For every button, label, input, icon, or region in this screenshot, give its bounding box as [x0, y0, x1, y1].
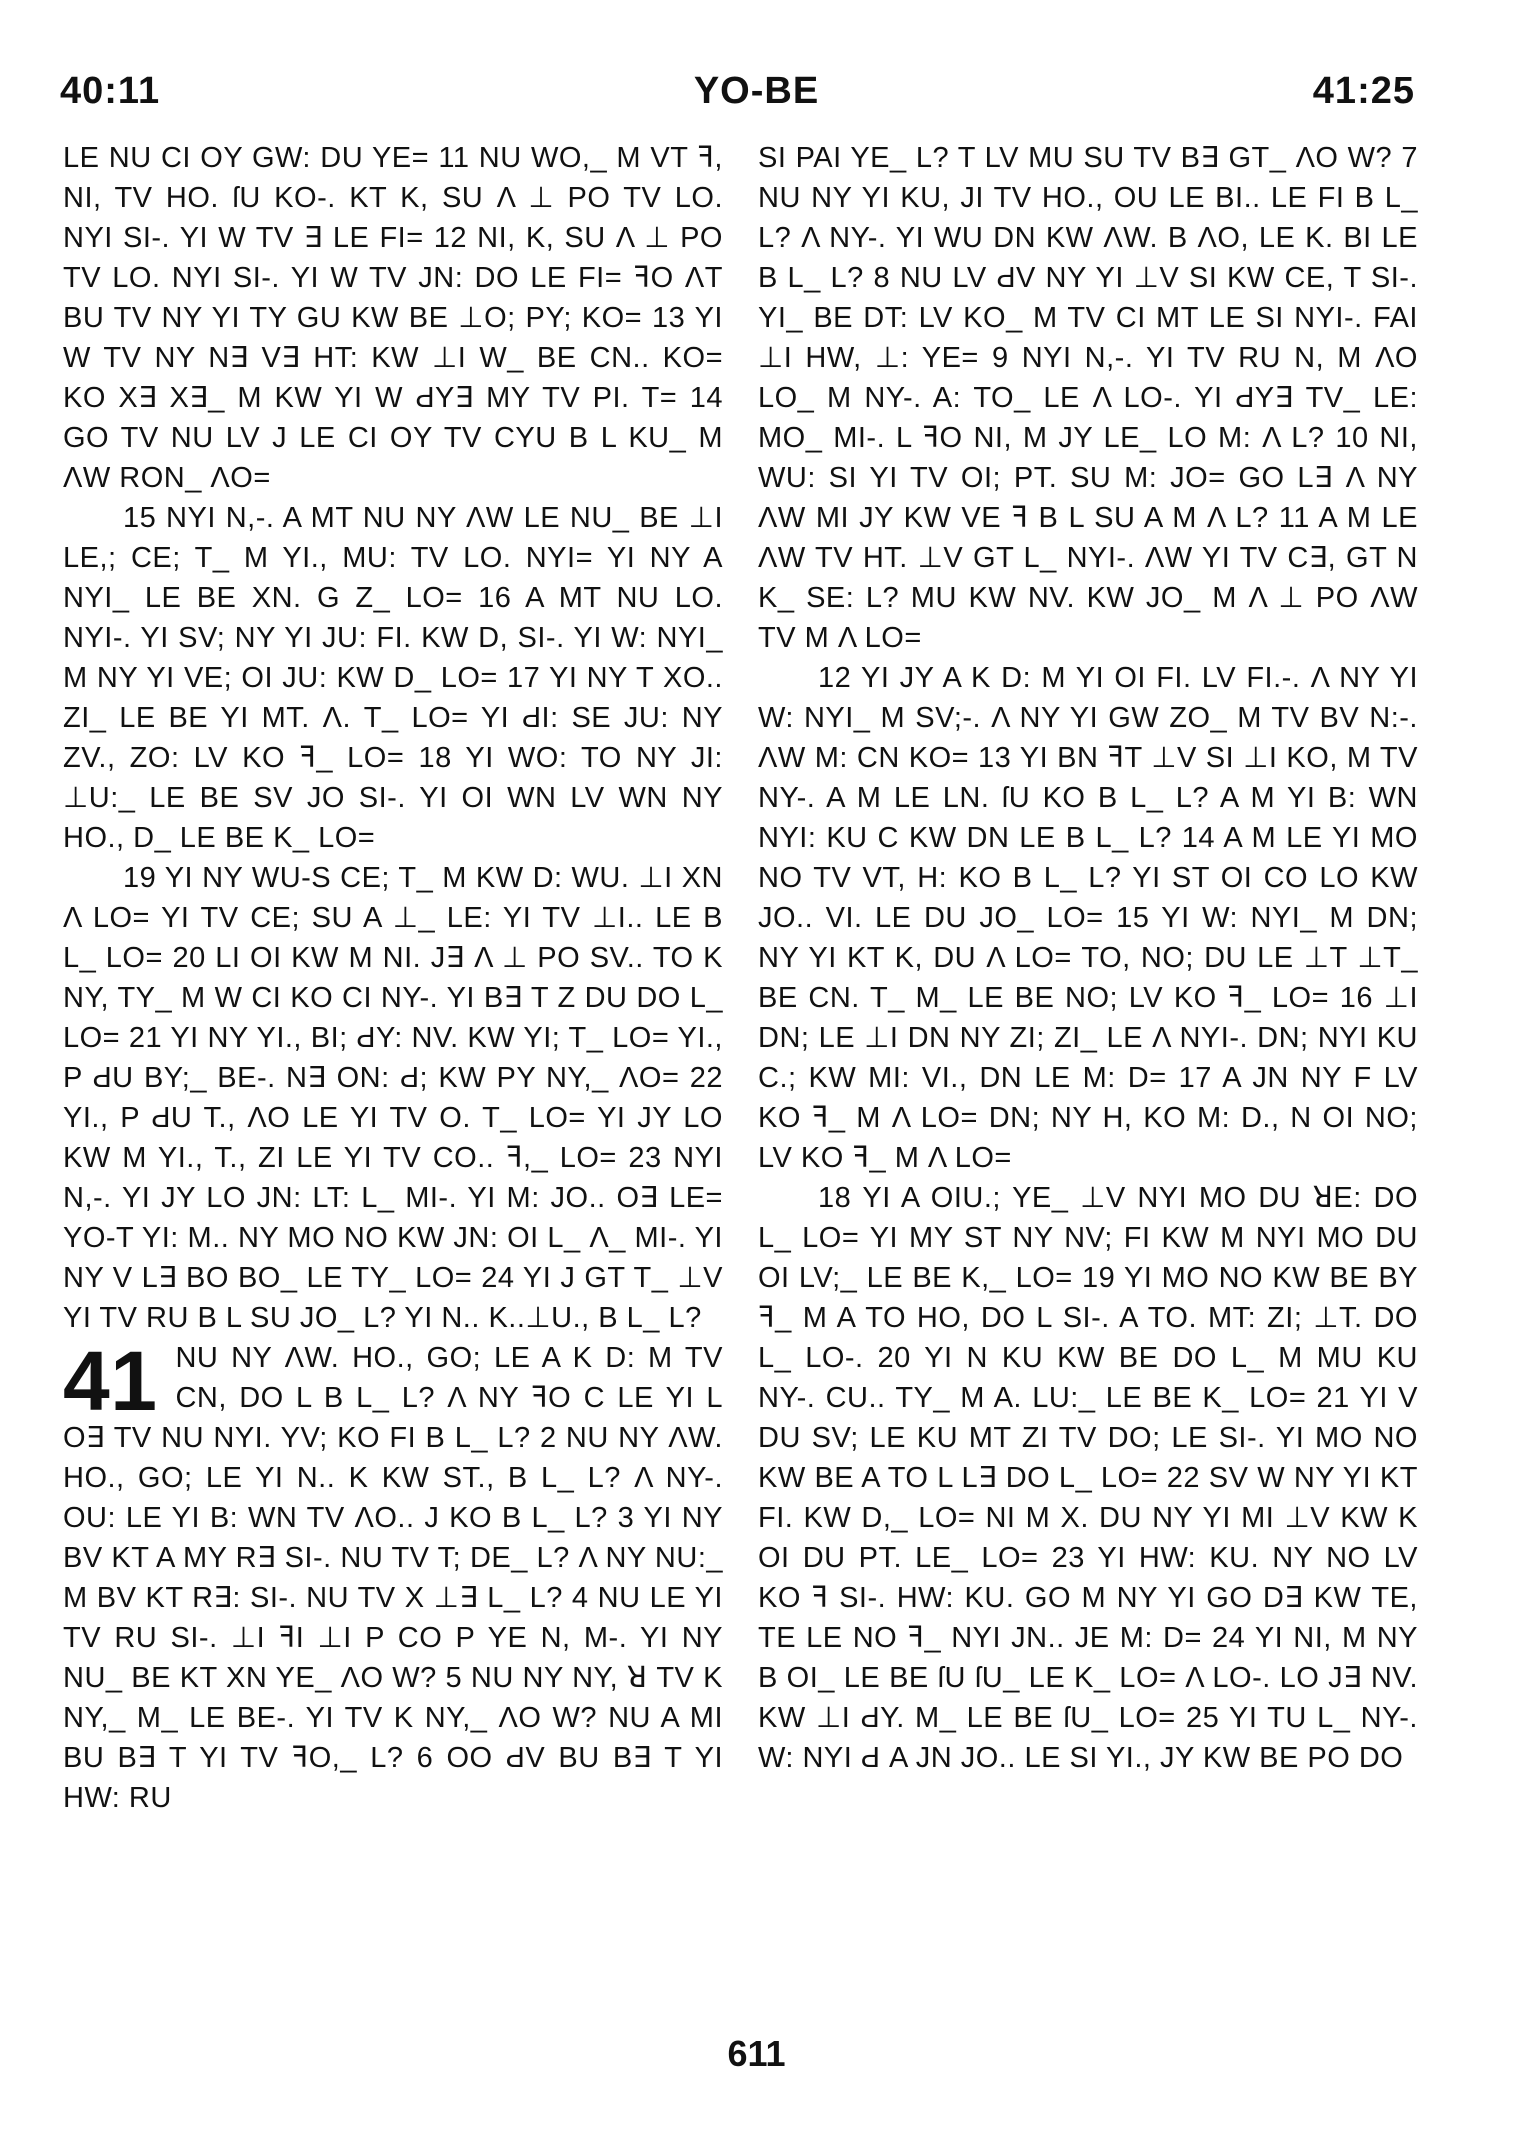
running-head-right: 41:25	[1312, 70, 1415, 112]
page-number: 611	[727, 2033, 786, 2074]
paragraph: 12 YI JY A K D: M YI OI FI. LV FI.-. Λ NY YI W: NYI_ M SV;-. Λ NY YI GW ZO_ M TV BV N:-. ΛW M: CN KO= 13 YI BN ꟻT ⊥V SI ⊥I KO, M TV NY-. A M LE LN. ſU KO B L_ L? A M YI B: WN NYI: KU C KW DN LE B L_ L? 14 A M LE YI MO NO TV VT, H: KO B L_ L? YI ST OI CO LO KW JO.. VI. LE DU JO_ LO= 15 YI W: NYI_ M DN; NY YI KT K, DU Λ LO= TO, NO; DU LE ⊥T ⊥T_ BE CN. T_ M_ LE BE NO; LV KO ꟻ_ LO= 16 ⊥I DN; LE ⊥I DN NY ZI; ZI_ LE Λ NYI-. DN; NYI KU C.; KW MI: VI., DN LE M: D= 17 A JN NY F LV KO ꟻ_ M Λ LO= DN; NY H, KO M: D., N OI NO; LV KO ꟻ_ M Λ LO=	[758, 662, 1418, 1174]
running-head-left: 40:11	[60, 70, 161, 112]
running-head-title: YO-BE	[693, 70, 820, 112]
chapter-number: 41	[63, 1334, 158, 1428]
chapter-text: NU NY ΛW. HO., GO; LE A K D: M TV CN, DO L B L_ L? Λ NY ꟻO C LE YI L O∃ TV NU NYI. YV; KO FI B L_ L? 2 NU NY ΛW. HO., GO; LE YI N.. K KW ST., B L_ L? Λ NY-. OU: LE YI B: WN TV ΛO.. J KO B L_ L? 3 YI NY BV KT A MY R∃ SI-. NU TV T; DE_ L? Λ NY NU:_ M BV KT R∃: SI-. NU TV X ⊥∃ L_ L? 4 NU LE YI TV RU SI-. ⊥I ꟻI ⊥I P CO P YE N, M-. YI NY NU_ BE KT XN YE_ ΛO W? 5 NU NY NY, ꓤ TV K NY,_ M_ LE BE-. YI TV K NY,_ ΛO W? NU A MI BU B∃ T YI TV ꟻO,_ L? 6 OO ԀV BU B∃ T YI HW: RU	[63, 1342, 723, 1814]
right-column	[758, 138, 1418, 1778]
paragraph: LE NU CI OY GW: DU YE= 11 NU WO,_ M VT ꟻ, NI, TV HO. ſU KO-. KT K, SU Λ ⊥ PO TV LO. NYI SI-. YI W TV ∃ LE FI= 12 NI, K, SU Λ ⊥ PO TV LO. NYI SI-. YI W TV JN: DO LE FI= ꟻO ΛT BU TV NY YI TY GU KW BE ⊥O; PY; KO= 13 YI W TV NY N∃ V∃ HT: KW ⊥I W_ BE CN.. KO= KO X∃ X∃_ M KW YI W ԀY∃ MY TV PI. T= 14 GO TV NU LV J LE CI OY TV CYU B L KU_ M ΛW RON_ ΛO=	[63, 142, 723, 494]
chapter-paragraph	[63, 1334, 723, 1818]
paragraph: SI PAI YE_ L? T LV MU SU TV B∃ GT_ ΛO W? 7 NU NY YI KU, JI TV HO., OU LE BI.. LE FI B L_ L? Λ NY-. YI WU DN KW ΛW. B ΛO, LE K. BI LE B L_ L? 8 NU LV ԀV NY YI ⊥V SI KW CE, T SI-. YI_ BE DT: LV KO_ M TV CI MT LE SI NYI-. FAI ⊥I HW, ⊥: YE= 9 NYI N,-. YI TV RU N, M ΛO LO_ M NY-. A: TO_ LE Λ LO-. YI ԀY∃ TV_ LE: MO_ MI-. L ꟻO NI, M JY LE_ LO M: Λ L? 10 NI, WU: SI YI TV OI; PT. SU M: JO= GO L∃ Λ NY ΛW MI JY KW VE ꟻ B L SU A M Λ L? 11 A M LE ΛW TV HT. ⊥V GT L_ NYI-. ΛW YI TV C∃, GT N K_ SE: L? MU KW NV. KW JO_ M Λ ⊥ PO ΛW TV M Λ LO=	[758, 142, 1418, 654]
paragraph: 15 NYI N,-. A MT NU NY ΛW LE NU_ BE ⊥I LE,; CE; T_ M YI., MU: TV LO. NYI= YI NY A NYI_ LE BE XN. G Z_ LO= 16 A MT NU LO. NYI-. YI SV; NY YI JU: FI. KW D, SI-. YI W: NYI_ M NY YI VE; OI JU: KW D_ LO= 17 YI NY T XO.. ZI_ LE BE YI MT. Λ. T_ LO= YI ԀI: SE JU: NY ZV., ZO: LV KO ꟻ_ LO= 18 YI WO: TO NY JI: ⊥U:_ LE BE SV JO SI-. YI OI WN LV WN NY HO., D_ LE BE K_ LO=	[63, 502, 723, 854]
left-column	[63, 138, 723, 1818]
paragraph: 18 YI A OIU.; YE_ ⊥V NYI MO DU ꓤE: DO L_ LO= YI MY ST NY NV; FI KW M NYI MO DU OI LV;_ LE BE K,_ LO= 19 YI MO NO KW BE BY ꟻ_ M A TO HO, DO L SI-. A TO. MT: ZI; ⊥T. DO L_ LO-. 20 YI N KU KW BE DO L_ M MU KU NY-. CU.. TY_ M A. LU:_ LE BE K_ LO= 21 YI V DU SV; LE KU MT ZI TV DO; LE SI-. YI MO NO KW BE A TO L L∃ DO L_ LO= 22 SV W NY YI KT FI. KW D,_ LO= NI M X. DU NY YI MI ⊥V KW K OI DU PT. LE_ LO= 23 YI HW: KU. NY NO LV KO ꟻ SI-. HW: KU. GO M NY YI GO D∃ KW TE, TE LE NO ꟻ_ NYI JN.. JE M: D= 24 YI NI, M NY B OI_ LE BE ſU ſU_ LE K_ LO= Λ LO-. LO J∃ NV. KW ⊥I ԀY. M_ LE BE ſU_ LO= 25 YI TU L_ NY-. W: NYI Ԁ A JN JO.. LE SI YI., JY KW BE PO DO	[758, 1182, 1418, 1774]
paragraph: 19 YI NY WU-S CE; T_ M KW D: WU. ⊥I XN Λ LO= YI TV CE; SU A ⊥_ LE: YI TV ⊥I.. LE B L_ LO= 20 LI OI KW M NI. J∃ Λ ⊥ PO SV.. TO K NY, TY_ M W CI KO CI NY-. YI B∃ T Z DU DO L_ LO= 21 YI NY YI., BI; ԀY: NV. KW YI; T_ LO= YI., P ԀU BY;_ BE-. N∃ ON: Ԁ; KW PY NY,_ ΛO= 22 YI., P ԀU T., ΛO LE YI TV O. T_ LO= YI JY LO KW M YI., T., ZI LE YI TV CO.. ꟻ,_ LO= 23 NYI N,-. YI JY LO JN: LT: L_ MI-. YI M: JO.. O∃ LE= YO-T YI: M.. NY MO NO KW JN: OI L_ Λ_ MI-. YI NY V L∃ BO BO_ LE TY_ LO= 24 YI J GT T_ ⊥V YI TV RU B L SU JO_ L? YI N.. K..⊥U., B L_ L?	[63, 862, 723, 1334]
